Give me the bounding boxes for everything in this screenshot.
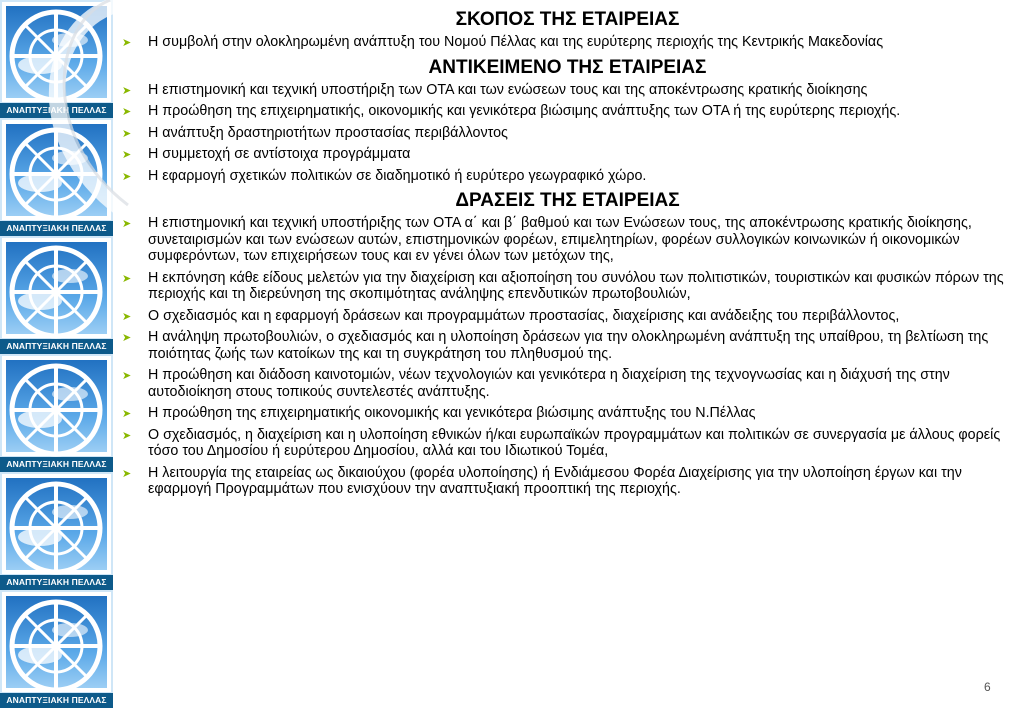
list-item (120, 329, 1015, 362)
list-item (120, 215, 1015, 265)
logo-tile (0, 236, 113, 354)
arrow-bullet-icon: ➤ (122, 332, 132, 344)
arrow-bullet-icon: ➤ (122, 467, 132, 480)
page-number: 6 (984, 680, 991, 694)
arrow-bullet-icon: ➤ (122, 218, 132, 230)
list-item-text: Η επιστημονική και τεχνική υποστήριξης των ΟΤΑ α΄ και β΄ βαθμού και των Ενώσεων τους, της αποκέντρωσης κρατικής διοίκησης, συνεταιρισμών και των ενώσεων αυτών, επιστημονικών φορέων, επιμελητηρίων, φορέων συλλογικών κοινωνικών ή οικονομικών συμφερόντων, των επιχειρήσεων τους και εν γένει όλων των μετόχων της, (148, 215, 972, 264)
bullet-list (120, 215, 1015, 498)
list-item (120, 270, 1015, 303)
arrow-bullet-icon: ➤ (122, 170, 132, 183)
window-logo-icon (0, 236, 113, 354)
list-item-text: Η προώθηση και διάδοση καινοτομιών, νέων τεχνολογιών και γενικότερα η διαχείριση της τεχνογνωσίας και η διάχυσή της στην αυτοδιοίκηση στους τοπικούς συντελεστές ανάπτυξης. (148, 367, 950, 400)
list-item (120, 82, 1015, 99)
list-item-text: Ο σχεδιασμός και η εφαρμογή δράσεων και προγραμμάτων προστασίας, διαχείρισης και ανάδειξης του περιβάλλοντος, (148, 307, 900, 324)
arrow-bullet-icon: ➤ (122, 37, 132, 49)
list-item-text: Η συμβολή στην ολοκληρωμένη ανάπτυξη του Νομού Πέλλας και της ευρύτερης περιοχής της Κεντρικής Μακεδονίας (148, 34, 884, 50)
arrow-bullet-icon: ➤ (122, 106, 132, 118)
list-item-text: Η ανάπτυξη δραστηριοτήτων προστασίας περιβάλλοντος (148, 124, 508, 141)
list-item (120, 308, 1015, 325)
list-item (120, 146, 1015, 163)
section-title: ΑΝΤΙΚΕΙΜΕΝΟ ΤΗΣ ΕΤΑΙΡΕΙΑΣ (428, 56, 707, 78)
logo-tile (0, 472, 113, 590)
list-item-text: Η προώθηση της επιχειρηματικής οικονομικής και γενικότερα βιώσιμης ανάπτυξης του Ν.Πέλλας (148, 405, 756, 421)
bullet-list (120, 34, 1015, 51)
main-content (120, 8, 1015, 503)
list-item-text: Η επιστημονική και τεχνική υποστήριξη των ΟΤΑ και των ενώσεων τους και της αποκέντρωσης κρατικής διοίκησης (148, 81, 868, 98)
list-item (120, 465, 1015, 498)
section-title: ΣΚΟΠΟΣ ΤΗΣ ΕΤΑΙΡΕΙΑΣ (455, 9, 680, 30)
arrow-bullet-icon: ➤ (122, 272, 132, 285)
list-item-text: Ο σχεδιασμός, η διαχείριση και η υλοποίηση εθνικών ή/και ευρωπαϊκών προγραμμάτων και πολιτικών σε συνεργασία με άλλους φορείς τόσο του Δημοσίου ή ευρύτερου Δημοσίου, αλλά και του Ιδιωτικού Τομέα, (148, 426, 1001, 459)
bullet-list (120, 82, 1015, 185)
window-logo-icon (0, 472, 113, 590)
list-item (120, 34, 1015, 51)
logo-tile-label: ΑΝΑΠΤΥΞΙΑΚΗ ΠΕΛΛΑΣ (0, 103, 113, 118)
arrow-bullet-icon: ➤ (122, 149, 132, 161)
arrow-bullet-icon: ➤ (122, 310, 132, 323)
logo-tile-label: ΑΝΑΠΤΥΞΙΑΚΗ ΠΕΛΛΑΣ (0, 693, 113, 708)
list-item-text: Η εκπόνηση κάθε είδους μελετών για την διαχείριση και αξιοποίηση του συνόλου των πολιτιστικών, τουριστικών και φυσικών πόρων της περιοχής και τη διερεύνηση της σκοπιμότητας ανάληψης επενδυτικών πρωτοβουλιών, (148, 269, 1004, 302)
arrow-bullet-icon: ➤ (122, 127, 132, 140)
list-item (120, 427, 1015, 460)
logo-tile-label: ΑΝΑΠΤΥΞΙΑΚΗ ΠΕΛΛΑΣ (0, 457, 113, 472)
list-item-text: Η ανάληψη πρωτοβουλιών, ο σχεδιασμός και η υλοποίηση δράσεων για την ολοκληρωμένη ανάπτυξη της υπαίθρου, τη βελτίωση της ποιότητας ζωής των κατοίκων της και τη συγκράτηση του πληθυσμού της. (148, 329, 989, 362)
arrow-bullet-icon: ➤ (122, 370, 132, 382)
list-item-text: Η συμμετοχή σε αντίστοιχα προγράμματα (148, 146, 411, 162)
list-item (120, 168, 1015, 185)
arrow-bullet-icon: ➤ (122, 429, 132, 442)
logo-tile-label: ΑΝΑΠΤΥΞΙΑΚΗ ΠΕΛΛΑΣ (0, 221, 113, 236)
list-item-text: Η λειτουργία της εταιρείας ως δικαιούχου (φορέα υλοποίησης) ή Ενδιάμεσου Φορέα Διαχείρισης για την υλοποίηση έργων και την εφαρμογή Προγραμμάτων που ενισχύουν την αναπτυξιακή προοπτική της περιοχής. (148, 464, 962, 497)
list-item (120, 405, 1015, 422)
arrow-bullet-icon: ➤ (122, 408, 132, 420)
logo-tile (0, 354, 113, 472)
logo-tile-label: ΑΝΑΠΤΥΞΙΑΚΗ ΠΕΛΛΑΣ (0, 339, 113, 354)
list-item-text: Η προώθηση της επιχειρηματικής, οικονομικής και γενικότερα βιώσιμης ανάπτυξης των ΟΤΑ ή της ευρύτερης περιοχής. (148, 103, 901, 119)
window-logo-icon (0, 354, 113, 472)
arrow-bullet-icon: ➤ (122, 84, 132, 97)
logo-tile (0, 590, 113, 708)
list-item-text: Η εφαρμογή σχετικών πολιτικών σε διαδημοτικό ή ευρύτερο γεωγραφικό χώρο. (148, 167, 647, 184)
section-title: ΔΡΑΣΕΙΣ ΤΗΣ ΕΤΑΙΡΕΙΑΣ (455, 190, 680, 211)
list-item (120, 103, 1015, 120)
list-item (120, 367, 1015, 400)
logo-tile-label: ΑΝΑΠΤΥΞΙΑΚΗ ΠΕΛΛΑΣ (0, 575, 113, 590)
window-logo-icon (0, 590, 113, 708)
list-item (120, 125, 1015, 142)
